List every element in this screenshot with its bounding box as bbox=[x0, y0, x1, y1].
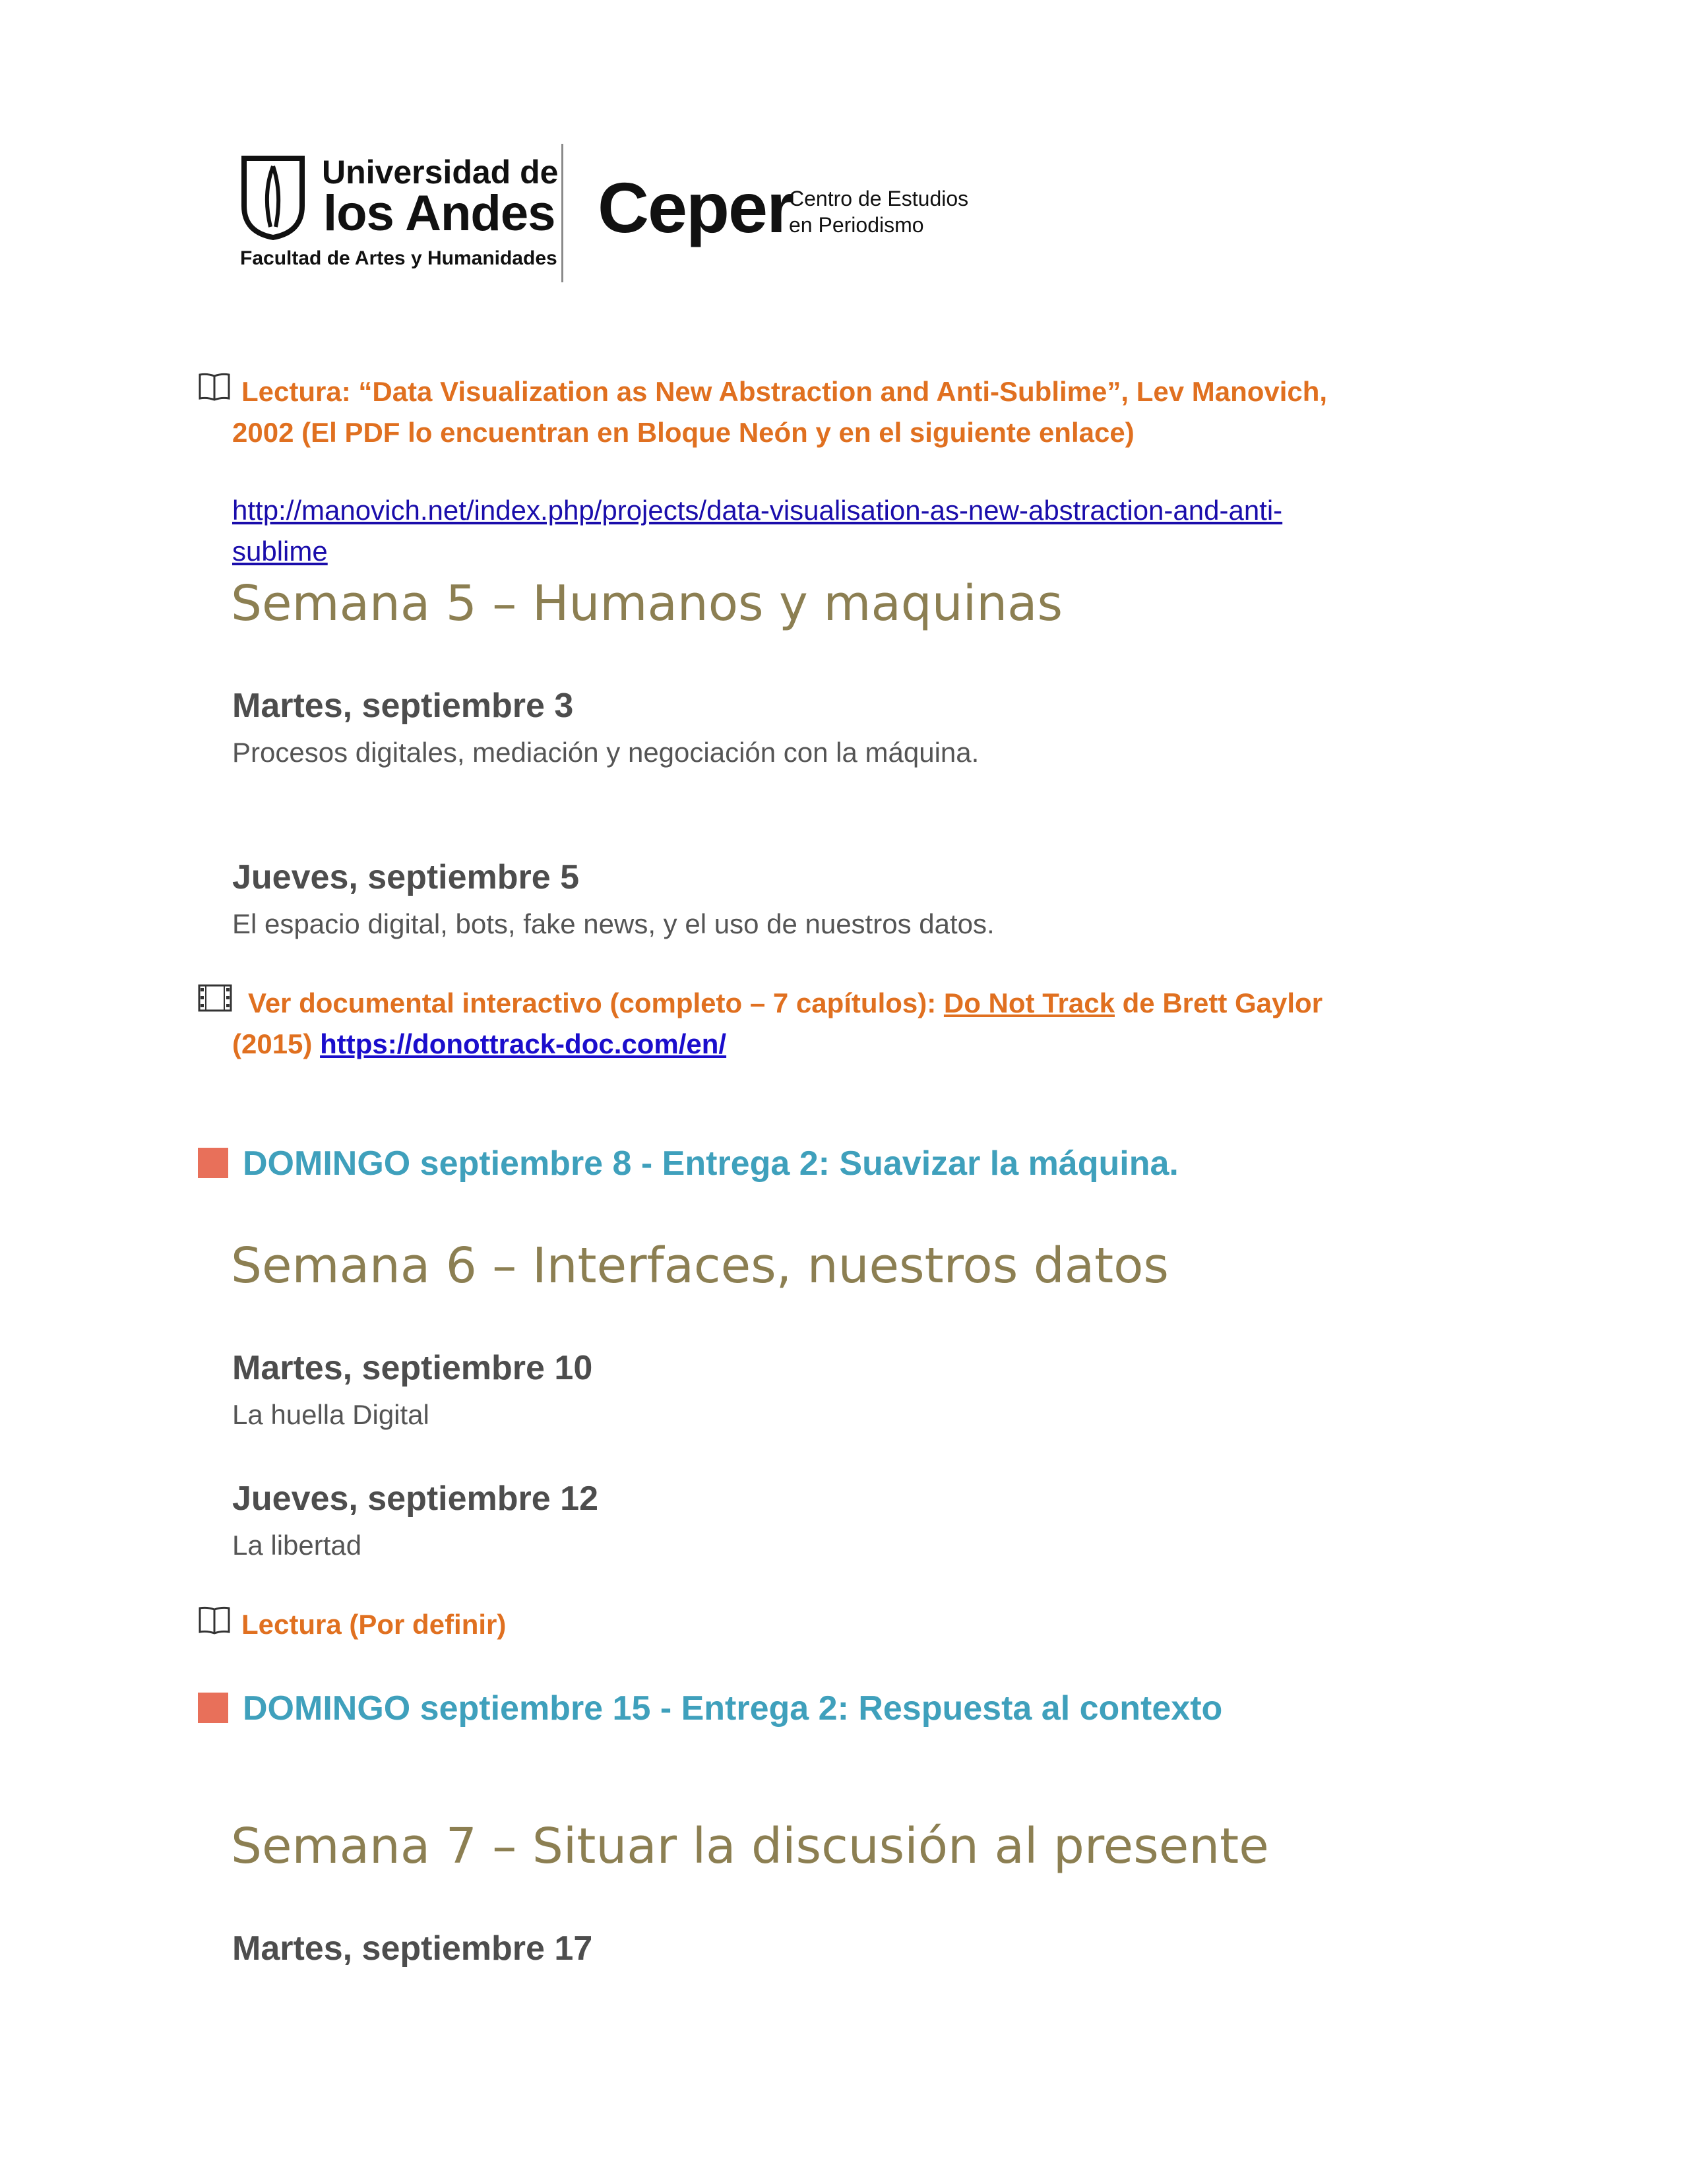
uniandes-name-line1: Universidad de bbox=[322, 154, 559, 191]
week5-thursday: Jueves, septiembre 5 bbox=[232, 858, 580, 896]
uniandes-shield-logo bbox=[239, 154, 307, 240]
documentary-line1 bbox=[248, 983, 1323, 1024]
deadline-marker-icon bbox=[198, 1148, 228, 1178]
week6-title: Semana 6 – Interfaces, nuestros datos bbox=[231, 1237, 1169, 1294]
week7-title: Semana 7 – Situar la discusión al presente bbox=[231, 1818, 1269, 1875]
week6-thursday: Jueves, septiembre 12 bbox=[232, 1480, 598, 1518]
do-not-track-link[interactable]: Do Not Track bbox=[943, 987, 1115, 1018]
week6-tuesday: Martes, septiembre 10 bbox=[232, 1349, 593, 1387]
manovich-link[interactable]: http://manovich.net/index.php/projects/data-visualisation-as-new-abstraction-and-anti- bbox=[232, 495, 1283, 526]
week7-tuesday: Martes, septiembre 17 bbox=[232, 1929, 593, 1968]
ceper-logo-text: Ceper bbox=[598, 168, 794, 247]
logo-divider bbox=[561, 144, 563, 282]
week6-reading: Lectura (Por definir) bbox=[241, 1609, 507, 1640]
week6-deadline: DOMINGO septiembre 15 - Entrega 2: Respuesta al contexto bbox=[243, 1689, 1223, 1728]
documentary-year: (2015) bbox=[232, 1028, 321, 1059]
uniandes-name-line2: los Andes bbox=[323, 185, 555, 241]
film-icon bbox=[198, 984, 232, 1012]
ceper-subtitle-line1: Centro de Estudios bbox=[789, 187, 969, 210]
reading1-line1: Lectura: “Data Visualization as New Abstraction and Anti-Sublime”, Lev Manovich, bbox=[241, 376, 1328, 407]
open-book-icon bbox=[198, 372, 231, 401]
documentary-author: de Brett Gaylor bbox=[1114, 987, 1323, 1018]
uniandes-faculty: Facultad de Artes y Humanidades bbox=[240, 247, 557, 269]
week6-tuesday-desc: La huella Digital bbox=[232, 1399, 429, 1430]
week5-deadline: DOMINGO septiembre 8 - Entrega 2: Suavizar la máquina. bbox=[243, 1144, 1179, 1183]
week5-title: Semana 5 – Humanos y maquinas bbox=[231, 575, 1063, 632]
ceper-subtitle-line2: en Periodismo bbox=[789, 213, 924, 237]
week5-thursday-desc: El espacio digital, bots, fake news, y el uso de nuestros datos. bbox=[232, 908, 995, 939]
deadline-marker-icon bbox=[198, 1693, 228, 1723]
documentary-prefix: Ver documental interactivo (completo – 7 capítulos): bbox=[248, 987, 944, 1018]
manovich-link-continued[interactable]: sublime bbox=[232, 536, 328, 567]
week5-tuesday-desc: Procesos digitales, mediación y negociación con la máquina. bbox=[232, 737, 980, 768]
reading1-line2: 2002 (El PDF lo encuentran en Bloque Neón y en el siguiente enlace) bbox=[232, 417, 1135, 448]
week5-tuesday: Martes, septiembre 3 bbox=[232, 687, 574, 725]
open-book-icon bbox=[198, 1606, 231, 1635]
week6-thursday-desc: La libertad bbox=[232, 1530, 362, 1561]
documentary-line2 bbox=[232, 1024, 726, 1065]
donottrack-url-link[interactable]: https://donottrack-doc.com/en/ bbox=[320, 1028, 727, 1059]
